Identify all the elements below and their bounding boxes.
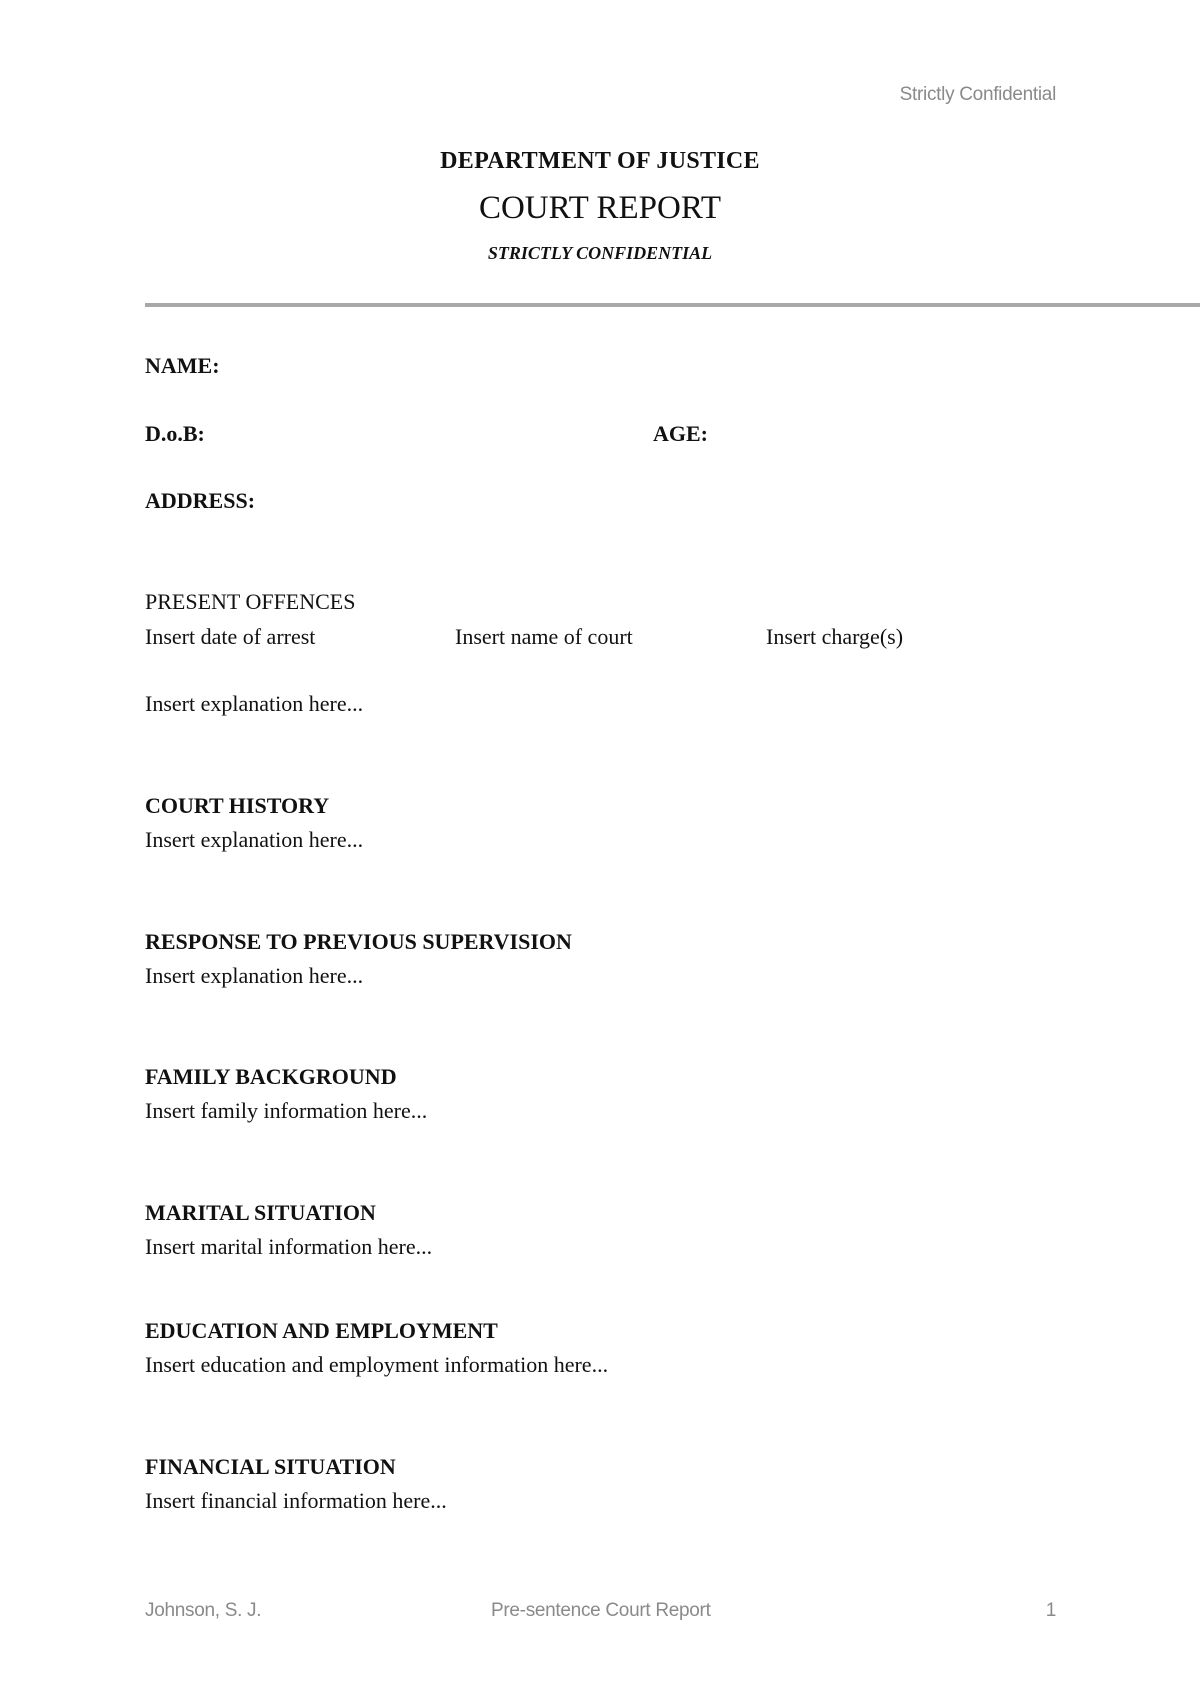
section-body: Insert explanation here... (145, 963, 364, 988)
present-offences-heading: PRESENT OFFENCES (145, 589, 356, 614)
section-heading: FINANCIAL SITUATION (145, 1454, 396, 1479)
name-label: NAME: (145, 353, 220, 378)
section-heading: FAMILY BACKGROUND (145, 1064, 397, 1089)
footer-author: Johnson, S. J. (145, 1600, 262, 1621)
age-label: AGE: (653, 421, 708, 446)
footer-page-number: 1 (1045, 1600, 1056, 1621)
arrest-date-placeholder: Insert date of arrest (145, 624, 316, 649)
section-body: Insert explanation here... (145, 827, 364, 852)
address-label: ADDRESS: (145, 488, 256, 513)
offences-explanation: Insert explanation here... (145, 691, 364, 716)
section-family-background (145, 1060, 1045, 1128)
section-heading: COURT HISTORY (145, 793, 330, 818)
header-confidential-label: Strictly Confidential (899, 84, 1056, 105)
dob-label: D.o.B: (145, 421, 205, 446)
department-title: DEPARTMENT OF JUSTICE (440, 148, 760, 174)
section-body: Insert financial information here... (145, 1488, 447, 1513)
section-heading: MARITAL SITUATION (145, 1200, 376, 1225)
section-heading: EDUCATION AND EMPLOYMENT (145, 1318, 498, 1343)
title-block (0, 144, 1200, 266)
section-education-employment (145, 1314, 1045, 1382)
header-divider (145, 303, 1200, 307)
report-subtitle: STRICTLY CONFIDENTIAL (487, 243, 713, 263)
section-heading: RESPONSE TO PREVIOUS SUPERVISION (145, 929, 572, 954)
footer-document-title: Pre-sentence Court Report (491, 1600, 711, 1621)
section-previous-supervision (145, 925, 1045, 993)
section-marital-situation (145, 1196, 1045, 1264)
section-body: Insert marital information here... (145, 1234, 433, 1259)
court-name-placeholder: Insert name of court (455, 624, 633, 649)
section-body: Insert education and employment information here... (145, 1352, 609, 1377)
report-title: COURT REPORT (478, 190, 722, 226)
section-financial-situation (145, 1450, 1045, 1518)
section-body: Insert family information here... (145, 1098, 428, 1123)
charges-placeholder: Insert charge(s) (766, 624, 904, 649)
section-court-history (145, 789, 1045, 857)
